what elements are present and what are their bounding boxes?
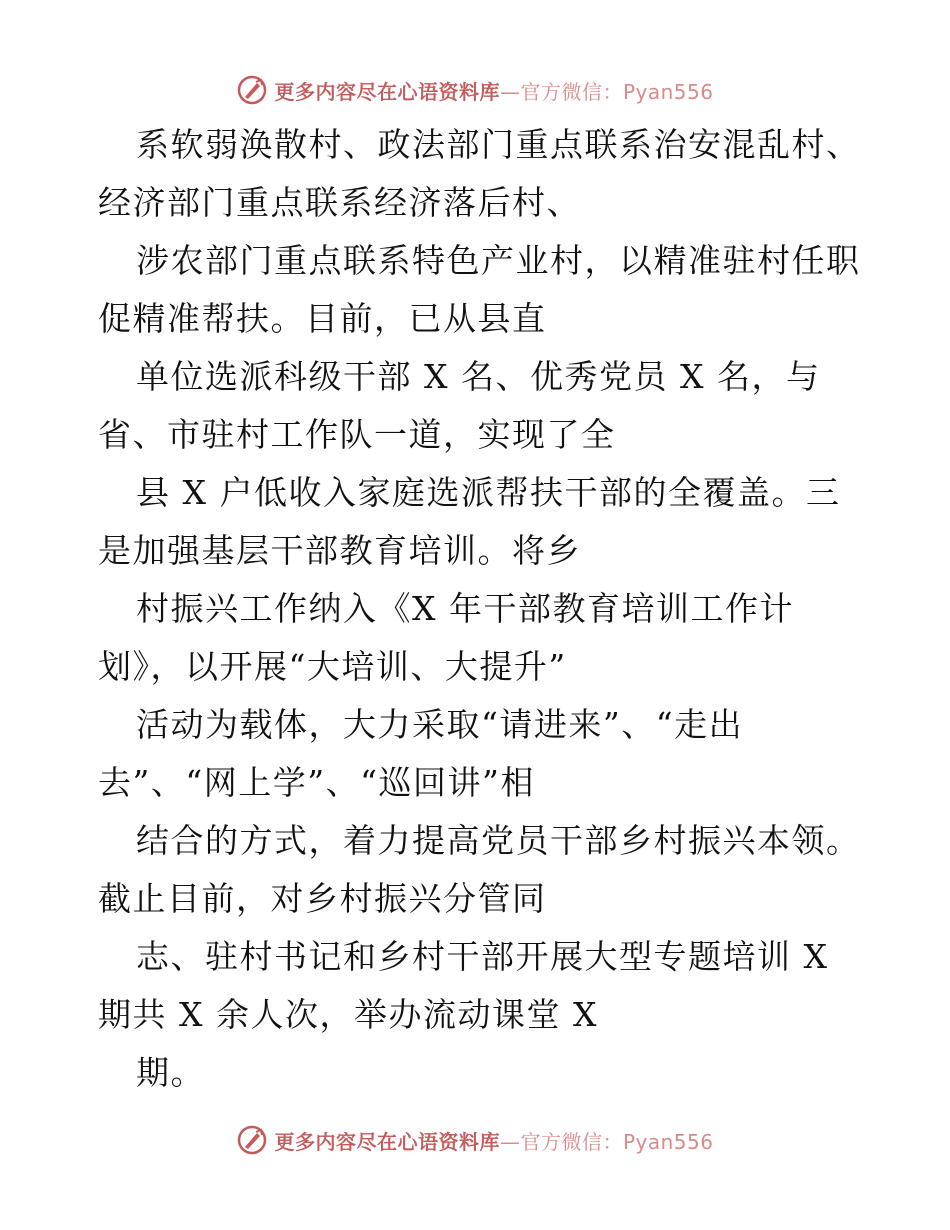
paragraph-line: 划》，以开展“大培训、大提升” [98,647,567,686]
watermark-contact: —官方微信：Pyan556 [499,1129,714,1154]
paragraph [98,580,858,696]
paragraph-line: 涉农部门重点联系特色产业村，以精准驻村任职 [136,241,861,280]
paragraph [98,348,858,464]
paragraph-line: 系软弱涣散村、政法部门重点联系治安混乱村、 [136,125,861,164]
paragraph-line: 去”、“网上学”、“巡回讲”相 [98,763,535,802]
paragraph-line: 期。 [136,1053,205,1092]
paragraph-line: 单位选派科级干部 X 名、优秀党员 X 名，与 [136,357,821,396]
paragraph-line: 促精准帮扶。目前，已从县直 [98,299,547,338]
paragraph-line: 省、市驻村工作队一道，实现了全 [98,415,616,454]
paragraph-line: 活动为载体，大力采取“请进来”、“走出 [136,705,744,744]
paragraph-line: 截止目前，对乡村振兴分管同 [98,879,547,918]
paragraph [98,696,858,812]
paragraph-line: 期共 X 余人次，举办流动课堂 X [98,995,598,1034]
paragraph [98,1044,858,1102]
paragraph-line: 县 X 户低收入家庭选派帮扶干部的全覆盖。三 [136,473,841,512]
watermark-contact: —官方微信：Pyan556 [499,79,714,104]
watermark-text [274,76,713,105]
watermark-brand: 更多内容尽在心语资料库 [274,1129,500,1154]
paragraph [98,812,861,928]
quill-logo-icon [236,74,268,106]
paragraph [98,928,858,1044]
header-watermark [0,70,950,110]
paragraph-line: 经济部门重点联系经济落后村、 [98,183,581,222]
paragraph-line: 结合的方式，着力提高党员干部乡村振兴本领。 [136,821,861,860]
paragraph-line: 村振兴工作纳入《X 年干部教育培训工作计 [136,589,794,628]
quill-logo-icon [236,1124,268,1156]
document-body [98,116,861,1102]
paragraph [98,116,861,232]
paragraph-line: 是加强基层干部教育培训。将乡 [98,531,581,570]
paragraph [98,232,861,348]
watermark-text [274,1126,713,1155]
paragraph-line: 志、驻村书记和乡村干部开展大型专题培训 X [136,937,829,976]
paragraph [98,464,858,580]
watermark-brand: 更多内容尽在心语资料库 [274,79,500,104]
footer-watermark [0,1120,950,1160]
